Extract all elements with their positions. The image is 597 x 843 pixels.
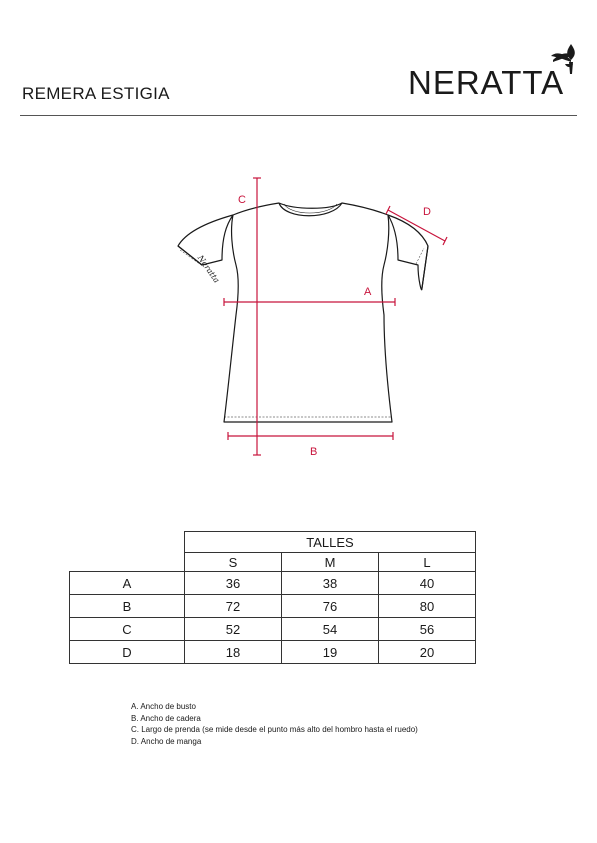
table-row [70,595,476,618]
table-cell: 38 [282,572,379,595]
table-cell: 20 [379,641,476,664]
brand-logo-text: NERATTA [408,64,565,101]
tshirt-measurement-diagram [160,170,460,470]
table-row [70,641,476,664]
legend-item-d: D. Ancho de manga [131,736,202,746]
size-header-m: M [282,553,379,572]
tshirt-body-outline [279,203,428,290]
sleeve-signature: Neratta [195,253,222,285]
row-label-c: C [70,618,185,641]
measure-line-d [388,210,445,241]
table-cell: 40 [379,572,476,595]
label-a: A [364,286,372,298]
table-cell: 72 [185,595,282,618]
size-header-s: S [185,553,282,572]
table-corner [70,532,185,553]
header-divider [20,115,577,116]
label-c: C [238,194,246,206]
table-cell: 56 [379,618,476,641]
row-label-d: D [70,641,185,664]
table-row [70,618,476,641]
table-cell: 54 [282,618,379,641]
table-row [70,572,476,595]
size-header-l: L [379,553,476,572]
table-cell: 52 [185,618,282,641]
legend-item-a: A. Ancho de busto [131,702,196,711]
product-title: REMERA ESTIGIA [22,84,170,103]
measurement-legend [131,701,418,747]
label-b: B [310,446,318,458]
label-d: D [423,206,431,218]
table-cell: 36 [185,572,282,595]
row-label-b: B [70,595,185,618]
table-cell: 80 [379,595,476,618]
size-table [69,531,476,664]
table-cell: 18 [185,641,282,664]
legend-item-b: B. Ancho de cadera [131,713,201,723]
table-cell: 19 [282,641,379,664]
talles-header: TALLES [185,532,476,553]
table-cell: 76 [282,595,379,618]
legend-item-c: C. Largo de prenda (se mide desde el punto más alto del hombro hasta el ruedo) [131,725,418,734]
row-label-a: A [70,572,185,595]
